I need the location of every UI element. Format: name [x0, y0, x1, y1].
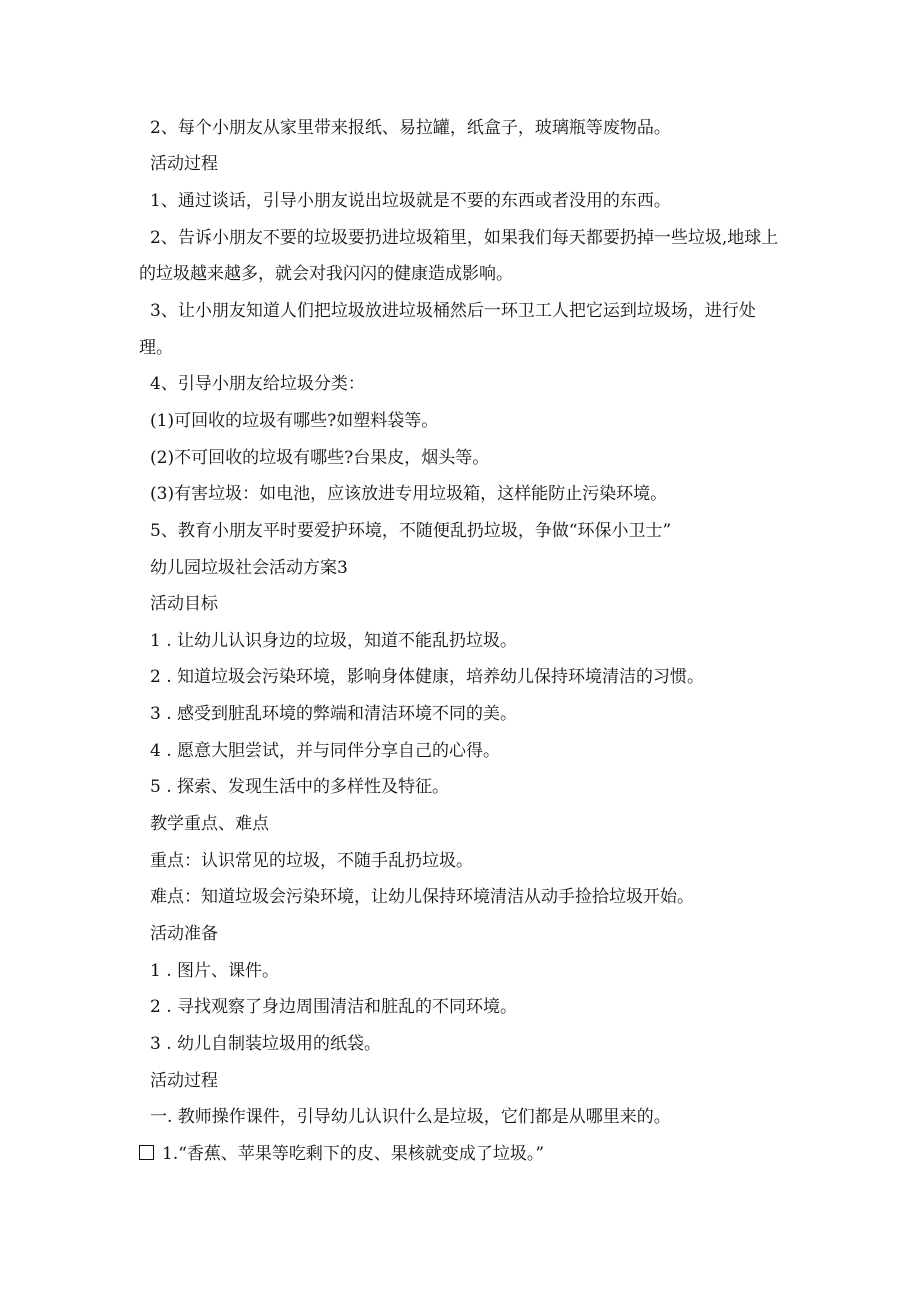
text-line-continuation: 的垃圾越来越多，就会对我闪闪的健康造成影响。	[139, 264, 513, 284]
list-item: 3 . 感受到脏乱环境的弊端和清洁环境不同的美。	[150, 704, 518, 724]
text-line: 1、通过谈话，引导小朋友说出垃圾就是不要的东西或者没用的东西。	[150, 191, 671, 211]
list-item: 5 . 探索、发现生活中的多样性及特征。	[150, 777, 450, 797]
document-title: 幼儿园垃圾社会活动方案3	[150, 558, 348, 578]
list-item: 1 . 图片、课件。	[150, 961, 280, 981]
text-line: 5、教育小朋友平时要爱护环境，不随便乱扔垃圾，争做“环保小卫士”	[150, 521, 672, 541]
list-item: 4 . 愿意大胆尝试，并与同伴分享自己的心得。	[150, 741, 501, 761]
text-line-continuation: 理。	[139, 338, 173, 358]
list-item: 3 . 幼儿自制装垃圾用的纸袋。	[150, 1034, 382, 1054]
text-line: 3、让小朋友知道人们把垃圾放进垃圾桶然后一环卫工人把它运到垃圾场，进行处	[150, 301, 756, 321]
list-item: 2 . 知道垃圾会污染环境，影响身体健康，培养幼儿保持环境清洁的习惯。	[150, 667, 705, 687]
list-item: (1)可回收的垃圾有哪些?如塑料袋等。	[150, 411, 439, 431]
checkbox-icon	[139, 1145, 154, 1160]
text-line: 难点：知道垃圾会污染环境，让幼儿保持环境清洁从动手捡拾垃圾开始。	[150, 887, 694, 907]
list-item: 1 . 让幼儿认识身边的垃圾，知道不能乱扔垃圾。	[150, 631, 518, 651]
text-line: 2、告诉小朋友不要的垃圾要扔进垃圾箱里，如果我们每天都要扔掉一些垃圾,地球上	[150, 228, 779, 248]
list-item: (3)有害垃圾：如电池，应该放进专用垃圾箱，这样能防止污染环境。	[150, 484, 668, 504]
text-line: 重点：认识常见的垃圾，不随手乱扔垃圾。	[150, 851, 473, 871]
section-heading: 活动过程	[150, 154, 218, 174]
text-line: 2、每个小朋友从家里带来报纸、易拉罐，纸盒子，玻璃瓶等废物品。	[150, 118, 671, 138]
checkbox-line-text: 1.“香蕉、苹果等吃剩下的皮、果核就变成了垃圾。”	[162, 1144, 545, 1164]
section-heading: 活动目标	[150, 594, 218, 614]
section-heading: 教学重点、难点	[150, 814, 269, 834]
section-heading: 活动准备	[150, 924, 218, 944]
text-line: 一. 教师操作课件，引导幼儿认识什么是垃圾，它们都是从哪里来的。	[150, 1107, 671, 1127]
list-item: 2 . 寻找观察了身边周围清洁和脏乱的不同环境。	[150, 997, 518, 1017]
checkbox-line	[139, 1143, 544, 1165]
list-item: (2)不可回收的垃圾有哪些?台果皮，烟头等。	[150, 448, 490, 468]
text-line: 4、引导小朋友给垃圾分类：	[150, 374, 365, 394]
section-heading: 活动过程	[150, 1071, 218, 1091]
